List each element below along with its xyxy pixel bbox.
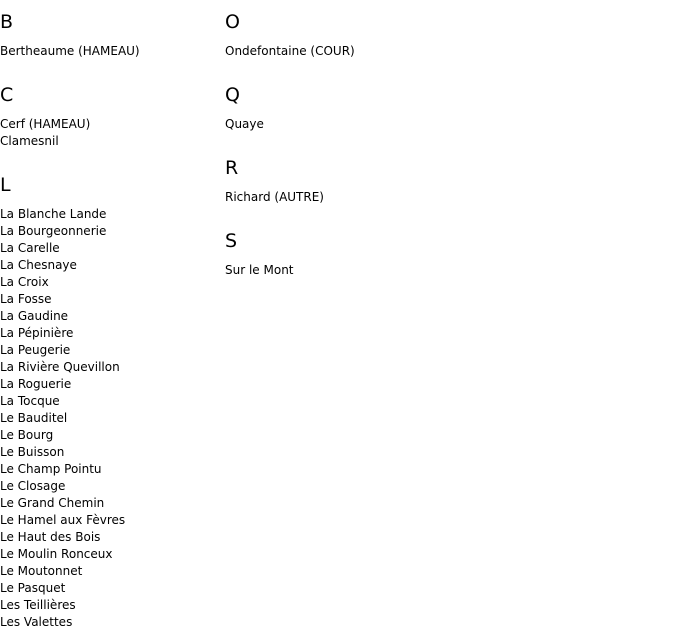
letter-heading: R (225, 157, 239, 179)
place-link[interactable]: La Peugerie (0, 343, 71, 357)
letter-group-l (0, 150, 220, 631)
letter-heading: O (225, 11, 240, 33)
place-link[interactable]: Cerf (HAMEAU) (0, 117, 91, 131)
letter-group-b (0, 0, 220, 60)
letter-heading: Q (225, 84, 240, 106)
place-link[interactable]: Richard (AUTRE) (225, 190, 324, 204)
place-link[interactable]: La Carelle (0, 241, 60, 255)
letter-group-c (0, 60, 220, 150)
place-link[interactable]: Le Moulin Ronceux (0, 547, 113, 561)
place-link[interactable]: La Gaudine (0, 309, 69, 323)
index-column-right (225, 0, 665, 279)
place-link[interactable]: Sur le Mont (225, 263, 294, 277)
letter-heading: B (0, 11, 14, 33)
index-column-left (0, 0, 220, 631)
place-link[interactable]: La Fosse (0, 292, 52, 306)
letter-group-o (225, 0, 665, 60)
place-list (0, 34, 220, 60)
place-link[interactable]: La Chesnaye (0, 258, 77, 272)
place-link[interactable]: La Croix (0, 275, 49, 289)
place-link[interactable]: Le Bourg (0, 428, 54, 442)
place-link[interactable]: Bertheaume (HAMEAU) (0, 44, 140, 58)
place-link[interactable]: Le Grand Chemin (0, 496, 105, 510)
place-link[interactable]: Les Teillières (0, 598, 76, 612)
place-link[interactable]: Le Champ Pointu (0, 462, 102, 476)
place-link[interactable]: Clamesnil (0, 134, 59, 148)
letter-group-r (225, 133, 665, 206)
place-list (225, 107, 665, 133)
place-list (0, 107, 220, 150)
letter-heading: S (225, 230, 238, 252)
place-link[interactable]: Les Valettes (0, 615, 73, 629)
place-link[interactable]: Le Haut des Bois (0, 530, 101, 544)
place-list (225, 253, 665, 279)
place-link[interactable]: La Roguerie (0, 377, 72, 391)
letter-heading: C (0, 84, 14, 106)
letter-group-q (225, 60, 665, 133)
place-link[interactable]: Ondefontaine (COUR) (225, 44, 355, 58)
place-link[interactable]: Le Pasquet (0, 581, 66, 595)
place-link[interactable]: Le Moutonnet (0, 564, 83, 578)
place-link[interactable]: Le Closage (0, 479, 66, 493)
place-link[interactable]: La Rivière Quevillon (0, 360, 120, 374)
place-link[interactable]: Le Hamel aux Fèvres (0, 513, 126, 527)
place-list (225, 180, 665, 206)
place-link[interactable]: La Blanche Lande (0, 207, 107, 221)
place-link[interactable]: Quaye (225, 117, 264, 131)
place-list (0, 197, 220, 631)
place-link[interactable]: La Tocque (0, 394, 60, 408)
place-link[interactable]: Le Buisson (0, 445, 65, 459)
letter-group-s (225, 206, 665, 279)
letter-heading: L (0, 174, 11, 196)
place-link[interactable]: La Pépinière (0, 326, 74, 340)
place-link[interactable]: La Bourgeonnerie (0, 224, 107, 238)
place-link[interactable]: Le Bauditel (0, 411, 68, 425)
place-list (225, 34, 665, 60)
